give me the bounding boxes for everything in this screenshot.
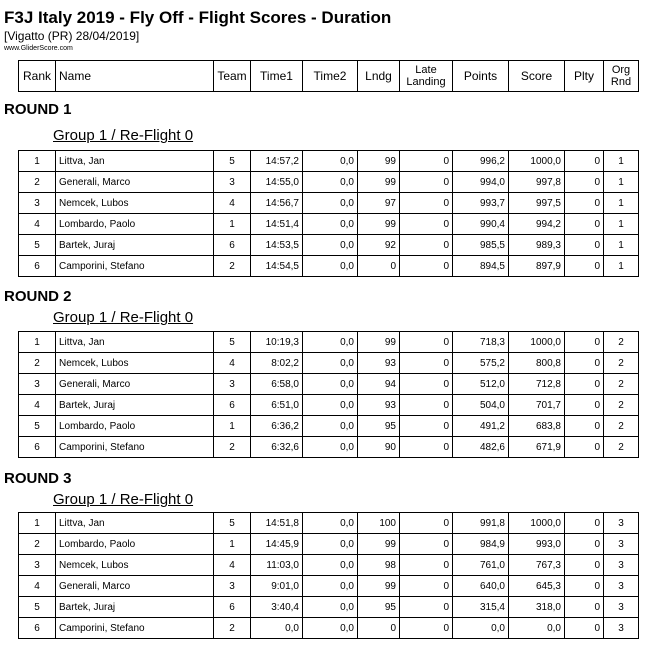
cell-points: 315,4 xyxy=(453,597,509,618)
cell-points: 991,8 xyxy=(453,513,509,534)
column-header-table xyxy=(18,60,639,92)
cell-name: Lombardo, Paolo xyxy=(56,534,214,555)
cell-points: 491,2 xyxy=(453,416,509,437)
cell-org-rnd: 2 xyxy=(604,353,639,374)
cell-score: 997,5 xyxy=(509,193,565,214)
table-row xyxy=(19,437,639,458)
cell-plty: 0 xyxy=(565,193,604,214)
cell-plty: 0 xyxy=(565,437,604,458)
cell-score: 1000,0 xyxy=(509,513,565,534)
col-name: Name xyxy=(56,61,214,92)
cell-org-rnd: 3 xyxy=(604,555,639,576)
cell-name: Camporini, Stefano xyxy=(56,618,214,639)
cell-lndg: 100 xyxy=(358,513,400,534)
cell-points: 761,0 xyxy=(453,555,509,576)
cell-score: 671,9 xyxy=(509,437,565,458)
cell-plty: 0 xyxy=(565,597,604,618)
cell-plty: 0 xyxy=(565,416,604,437)
table-row xyxy=(19,374,639,395)
col-org-rnd xyxy=(604,61,639,92)
col-late-landing xyxy=(400,61,453,92)
cell-team: 2 xyxy=(214,256,251,277)
cell-rank: 1 xyxy=(19,513,56,534)
cell-time1: 14:56,7 xyxy=(251,193,303,214)
col-score: Score xyxy=(509,61,565,92)
cell-rank: 3 xyxy=(19,555,56,576)
cell-org-rnd: 1 xyxy=(604,172,639,193)
table-row xyxy=(19,172,639,193)
round-2-heading: ROUND 2 xyxy=(4,288,72,305)
cell-name: Bartek, Juraj xyxy=(56,395,214,416)
cell-late-landing: 0 xyxy=(400,395,453,416)
cell-time1: 6:32,6 xyxy=(251,437,303,458)
col-points: Points xyxy=(453,61,509,92)
cell-org-rnd: 2 xyxy=(604,416,639,437)
cell-org-rnd: 1 xyxy=(604,256,639,277)
cell-plty: 0 xyxy=(565,513,604,534)
cell-org-rnd: 1 xyxy=(604,214,639,235)
round-3-heading: ROUND 3 xyxy=(4,470,72,487)
cell-lndg: 93 xyxy=(358,353,400,374)
page-title: F3J Italy 2019 - Fly Off - Flight Scores - Duration xyxy=(4,8,392,27)
cell-rank: 5 xyxy=(19,416,56,437)
cell-lndg: 99 xyxy=(358,172,400,193)
cell-time2: 0,0 xyxy=(303,151,358,172)
table-row xyxy=(19,555,639,576)
cell-late-landing: 0 xyxy=(400,618,453,639)
col-late-landing-line1: Late xyxy=(415,64,437,76)
cell-late-landing: 0 xyxy=(400,332,453,353)
col-team: Team xyxy=(214,61,251,92)
cell-score: 0,0 xyxy=(509,618,565,639)
cell-name: Camporini, Stefano xyxy=(56,256,214,277)
cell-org-rnd: 3 xyxy=(604,618,639,639)
cell-time2: 0,0 xyxy=(303,513,358,534)
cell-time1: 0,0 xyxy=(251,618,303,639)
cell-rank: 5 xyxy=(19,597,56,618)
cell-score: 997,8 xyxy=(509,172,565,193)
cell-late-landing: 0 xyxy=(400,416,453,437)
cell-plty: 0 xyxy=(565,151,604,172)
col-late-landing-line2: Landing xyxy=(406,76,446,88)
cell-name: Lombardo, Paolo xyxy=(56,214,214,235)
cell-org-rnd: 2 xyxy=(604,374,639,395)
header-row xyxy=(19,61,639,92)
table-row xyxy=(19,151,639,172)
cell-time1: 14:54,5 xyxy=(251,256,303,277)
cell-rank: 4 xyxy=(19,214,56,235)
cell-late-landing: 0 xyxy=(400,374,453,395)
round-1-heading: ROUND 1 xyxy=(4,101,72,118)
cell-late-landing: 0 xyxy=(400,172,453,193)
cell-team: 2 xyxy=(214,618,251,639)
cell-time2: 0,0 xyxy=(303,597,358,618)
cell-late-landing: 0 xyxy=(400,513,453,534)
cell-rank: 1 xyxy=(19,332,56,353)
cell-points: 512,0 xyxy=(453,374,509,395)
cell-team: 5 xyxy=(214,151,251,172)
cell-team: 3 xyxy=(214,172,251,193)
cell-points: 504,0 xyxy=(453,395,509,416)
cell-time1: 14:51,4 xyxy=(251,214,303,235)
cell-plty: 0 xyxy=(565,353,604,374)
cell-name: Generali, Marco xyxy=(56,374,214,395)
cell-rank: 4 xyxy=(19,576,56,597)
cell-org-rnd: 3 xyxy=(604,597,639,618)
cell-plty: 0 xyxy=(565,618,604,639)
cell-team: 5 xyxy=(214,513,251,534)
table-row xyxy=(19,235,639,256)
cell-points: 575,2 xyxy=(453,353,509,374)
cell-late-landing: 0 xyxy=(400,235,453,256)
cell-name: Littva, Jan xyxy=(56,513,214,534)
cell-rank: 6 xyxy=(19,437,56,458)
cell-points: 993,7 xyxy=(453,193,509,214)
table-row xyxy=(19,416,639,437)
col-time2: Time2 xyxy=(303,61,358,92)
cell-score: 1000,0 xyxy=(509,332,565,353)
cell-team: 4 xyxy=(214,353,251,374)
cell-time2: 0,0 xyxy=(303,374,358,395)
cell-lndg: 94 xyxy=(358,374,400,395)
cell-team: 1 xyxy=(214,214,251,235)
cell-team: 3 xyxy=(214,576,251,597)
cell-team: 5 xyxy=(214,332,251,353)
table-row xyxy=(19,193,639,214)
cell-rank: 3 xyxy=(19,374,56,395)
table-row xyxy=(19,256,639,277)
cell-points: 718,3 xyxy=(453,332,509,353)
cell-score: 701,7 xyxy=(509,395,565,416)
cell-points: 482,6 xyxy=(453,437,509,458)
cell-points: 985,5 xyxy=(453,235,509,256)
cell-lndg: 93 xyxy=(358,395,400,416)
cell-org-rnd: 2 xyxy=(604,395,639,416)
col-org-rnd-line2: Rnd xyxy=(610,76,632,88)
cell-plty: 0 xyxy=(565,235,604,256)
cell-time2: 0,0 xyxy=(303,214,358,235)
cell-plty: 0 xyxy=(565,395,604,416)
cell-time1: 14:51,8 xyxy=(251,513,303,534)
cell-late-landing: 0 xyxy=(400,256,453,277)
cell-time1: 6:51,0 xyxy=(251,395,303,416)
cell-score: 989,3 xyxy=(509,235,565,256)
cell-time1: 8:02,2 xyxy=(251,353,303,374)
cell-late-landing: 0 xyxy=(400,576,453,597)
cell-lndg: 95 xyxy=(358,416,400,437)
cell-late-landing: 0 xyxy=(400,437,453,458)
cell-lndg: 97 xyxy=(358,193,400,214)
cell-time2: 0,0 xyxy=(303,555,358,576)
cell-time2: 0,0 xyxy=(303,395,358,416)
cell-rank: 5 xyxy=(19,235,56,256)
cell-lndg: 0 xyxy=(358,618,400,639)
cell-lndg: 95 xyxy=(358,597,400,618)
cell-name: Nemcek, Lubos xyxy=(56,193,214,214)
cell-score: 767,3 xyxy=(509,555,565,576)
cell-score: 1000,0 xyxy=(509,151,565,172)
cell-time2: 0,0 xyxy=(303,235,358,256)
cell-lndg: 92 xyxy=(358,235,400,256)
cell-lndg: 0 xyxy=(358,256,400,277)
cell-time2: 0,0 xyxy=(303,332,358,353)
cell-time1: 6:36,2 xyxy=(251,416,303,437)
cell-org-rnd: 2 xyxy=(604,332,639,353)
cell-plty: 0 xyxy=(565,576,604,597)
table-row xyxy=(19,618,639,639)
col-org-rnd-line1: Org xyxy=(611,64,631,76)
cell-team: 6 xyxy=(214,597,251,618)
round-3-group: Group 1 / Re-Flight 0 xyxy=(53,491,194,508)
cell-late-landing: 0 xyxy=(400,151,453,172)
cell-plty: 0 xyxy=(565,332,604,353)
round-3-table xyxy=(18,512,639,639)
cell-team: 6 xyxy=(214,235,251,256)
cell-time1: 3:40,4 xyxy=(251,597,303,618)
cell-points: 894,5 xyxy=(453,256,509,277)
cell-time2: 0,0 xyxy=(303,256,358,277)
col-plty: Plty xyxy=(565,61,604,92)
cell-org-rnd: 2 xyxy=(604,437,639,458)
cell-late-landing: 0 xyxy=(400,555,453,576)
table-row xyxy=(19,214,639,235)
cell-org-rnd: 1 xyxy=(604,235,639,256)
table-row xyxy=(19,576,639,597)
cell-rank: 2 xyxy=(19,172,56,193)
cell-score: 800,8 xyxy=(509,353,565,374)
cell-name: Littva, Jan xyxy=(56,151,214,172)
cell-late-landing: 0 xyxy=(400,353,453,374)
cell-time1: 14:45,9 xyxy=(251,534,303,555)
cell-score: 993,0 xyxy=(509,534,565,555)
cell-plty: 0 xyxy=(565,172,604,193)
cell-time1: 14:55,0 xyxy=(251,172,303,193)
cell-lndg: 98 xyxy=(358,555,400,576)
cell-team: 1 xyxy=(214,534,251,555)
cell-time2: 0,0 xyxy=(303,353,358,374)
cell-late-landing: 0 xyxy=(400,214,453,235)
cell-time1: 10:19,3 xyxy=(251,332,303,353)
cell-time2: 0,0 xyxy=(303,416,358,437)
round-2-table xyxy=(18,331,639,458)
cell-name: Generali, Marco xyxy=(56,576,214,597)
cell-score: 683,8 xyxy=(509,416,565,437)
cell-rank: 6 xyxy=(19,618,56,639)
cell-team: 2 xyxy=(214,437,251,458)
cell-late-landing: 0 xyxy=(400,193,453,214)
table-row xyxy=(19,395,639,416)
cell-score: 645,3 xyxy=(509,576,565,597)
cell-name: Generali, Marco xyxy=(56,172,214,193)
cell-time1: 11:03,0 xyxy=(251,555,303,576)
table-row xyxy=(19,597,639,618)
col-time1: Time1 xyxy=(251,61,303,92)
cell-time2: 0,0 xyxy=(303,437,358,458)
cell-rank: 6 xyxy=(19,256,56,277)
cell-time1: 9:01,0 xyxy=(251,576,303,597)
cell-plty: 0 xyxy=(565,374,604,395)
cell-late-landing: 0 xyxy=(400,534,453,555)
cell-plty: 0 xyxy=(565,534,604,555)
cell-name: Camporini, Stefano xyxy=(56,437,214,458)
cell-points: 996,2 xyxy=(453,151,509,172)
cell-time2: 0,0 xyxy=(303,576,358,597)
cell-team: 6 xyxy=(214,395,251,416)
cell-plty: 0 xyxy=(565,555,604,576)
cell-team: 4 xyxy=(214,555,251,576)
cell-rank: 2 xyxy=(19,534,56,555)
cell-lndg: 99 xyxy=(358,214,400,235)
table-row xyxy=(19,332,639,353)
cell-team: 1 xyxy=(214,416,251,437)
cell-lndg: 90 xyxy=(358,437,400,458)
cell-name: Nemcek, Lubos xyxy=(56,555,214,576)
table-row xyxy=(19,353,639,374)
cell-time1: 14:57,2 xyxy=(251,151,303,172)
round-1-group: Group 1 / Re-Flight 0 xyxy=(53,127,194,144)
cell-plty: 0 xyxy=(565,214,604,235)
cell-rank: 3 xyxy=(19,193,56,214)
cell-score: 994,2 xyxy=(509,214,565,235)
cell-name: Nemcek, Lubos xyxy=(56,353,214,374)
round-2-group: Group 1 / Re-Flight 0 xyxy=(53,309,194,326)
credit-text: www.GliderScore.com xyxy=(4,45,73,52)
cell-time2: 0,0 xyxy=(303,618,358,639)
cell-points: 994,0 xyxy=(453,172,509,193)
cell-lndg: 99 xyxy=(358,576,400,597)
col-rank: Rank xyxy=(19,61,56,92)
cell-name: Bartek, Juraj xyxy=(56,235,214,256)
cell-rank: 1 xyxy=(19,151,56,172)
cell-points: 990,4 xyxy=(453,214,509,235)
cell-lndg: 99 xyxy=(358,534,400,555)
cell-lndg: 99 xyxy=(358,332,400,353)
cell-time1: 14:53,5 xyxy=(251,235,303,256)
cell-time2: 0,0 xyxy=(303,172,358,193)
cell-rank: 2 xyxy=(19,353,56,374)
cell-lndg: 99 xyxy=(358,151,400,172)
cell-org-rnd: 3 xyxy=(604,534,639,555)
cell-points: 984,9 xyxy=(453,534,509,555)
cell-org-rnd: 1 xyxy=(604,193,639,214)
cell-time2: 0,0 xyxy=(303,534,358,555)
cell-name: Bartek, Juraj xyxy=(56,597,214,618)
cell-rank: 4 xyxy=(19,395,56,416)
table-row xyxy=(19,534,639,555)
cell-points: 640,0 xyxy=(453,576,509,597)
cell-late-landing: 0 xyxy=(400,597,453,618)
table-row xyxy=(19,513,639,534)
cell-org-rnd: 1 xyxy=(604,151,639,172)
cell-name: Littva, Jan xyxy=(56,332,214,353)
round-1-table xyxy=(18,150,639,277)
cell-time2: 0,0 xyxy=(303,193,358,214)
cell-name: Lombardo, Paolo xyxy=(56,416,214,437)
cell-points: 0,0 xyxy=(453,618,509,639)
cell-team: 4 xyxy=(214,193,251,214)
cell-time1: 6:58,0 xyxy=(251,374,303,395)
cell-plty: 0 xyxy=(565,256,604,277)
cell-org-rnd: 3 xyxy=(604,576,639,597)
cell-score: 712,8 xyxy=(509,374,565,395)
col-lndg: Lndg xyxy=(358,61,400,92)
cell-team: 3 xyxy=(214,374,251,395)
cell-score: 897,9 xyxy=(509,256,565,277)
cell-org-rnd: 3 xyxy=(604,513,639,534)
event-subtitle: [Vigatto (PR) 28/04/2019] xyxy=(4,29,140,43)
cell-score: 318,0 xyxy=(509,597,565,618)
